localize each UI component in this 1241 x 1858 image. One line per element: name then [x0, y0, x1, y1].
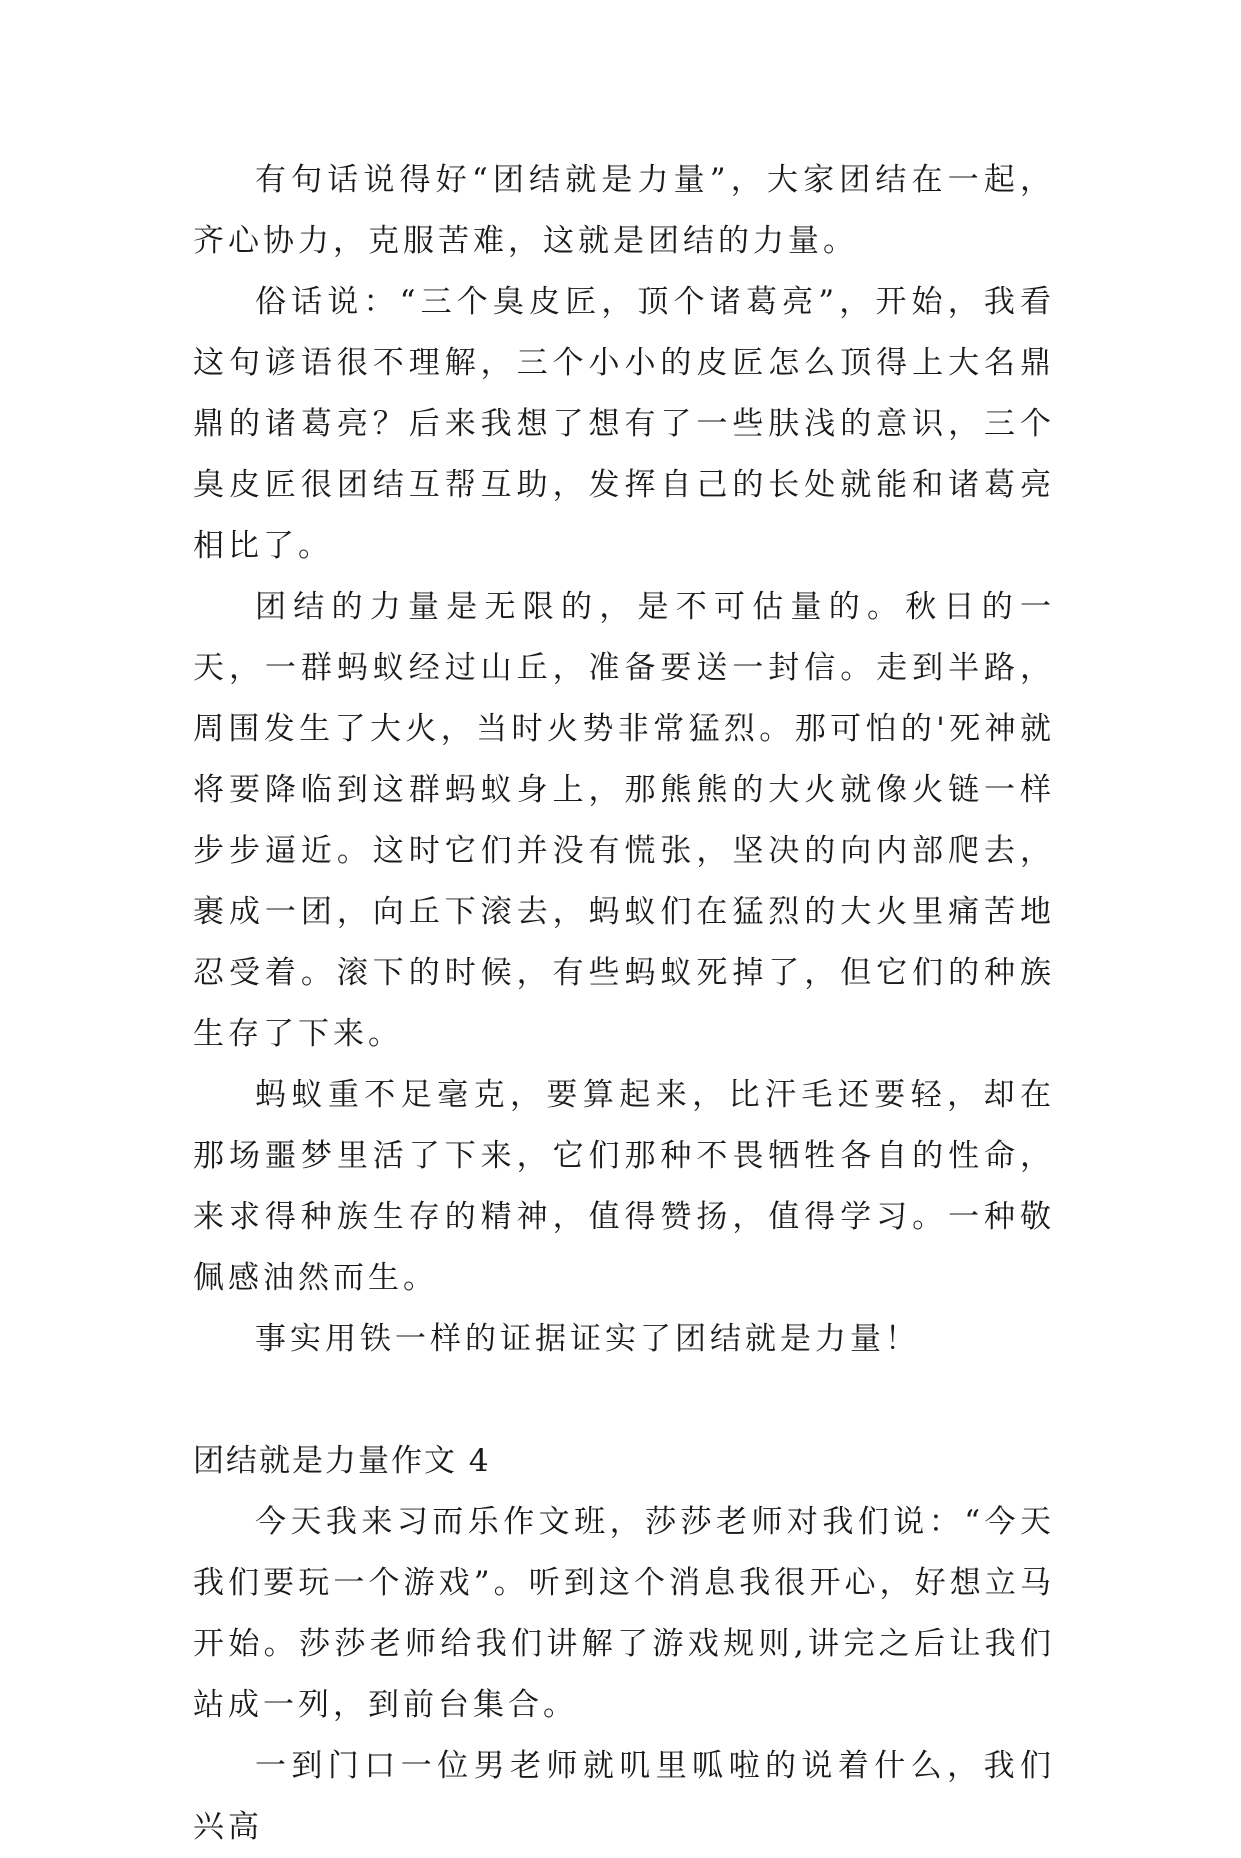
paragraph-2: 俗话说：“三个臭皮匠，顶个诸葛亮”，开始，我看这句谚语很不理解，三个小小的皮匠怎么顶得上大名鼎鼎的诸葛亮？后来我想了想有了一些肤浅的意识，三个臭皮匠很团结互帮互助，发挥自己的长处就能和诸葛亮相比了。 — [193, 284, 1055, 564]
paragraph-7: 一到门口一位男老师就叽里呱啦的说着什么，我们兴高 — [193, 1748, 1055, 1845]
section-title: 团结就是力量作文 4 — [193, 1443, 491, 1479]
paragraph-1: 有句话说得好“团结就是力量”，大家团结在一起，齐心协力，克服苦难，这就是团结的力量。 — [193, 162, 1055, 259]
paragraph-6: 今天我来习而乐作文班，莎莎老师对我们说：“今天我们要玩一个游戏”。听到这个消息我很开心，好想立马开始。莎莎老师给我们讲解了游戏规则,讲完之后让我们站成一列，到前台集合。 — [193, 1504, 1055, 1723]
paragraph-5: 事实用铁一样的证据证实了团结就是力量！ — [255, 1321, 920, 1357]
paragraph-3: 团结的力量是无限的，是不可估量的。秋日的一天，一群蚂蚁经过山丘，准备要送一封信。走到半路，周围发生了大火，当时火势非常猛烈。那可怕的'死神就将要降临到这群蚂蚁身上，那熊熊的大火就像火链一样步步逼近。这时它们并没有慌张，坚决的向内部爬去，裹成一团，向丘下滚去，蚂蚁们在猛烈的大火里痛苦地忍受着。滚下的时候，有些蚂蚁死掉了，但它们的种族生存了下来。 — [193, 589, 1055, 1052]
document-body — [193, 150, 1055, 1858]
paragraph-4: 蚂蚁重不足毫克，要算起来，比汗毛还要轻，却在那场噩梦里活了下来，它们那种不畏牺牲各自的性命，来求得种族生存的精神，值得赞扬，值得学习。一种敬佩感油然而生。 — [193, 1077, 1055, 1296]
